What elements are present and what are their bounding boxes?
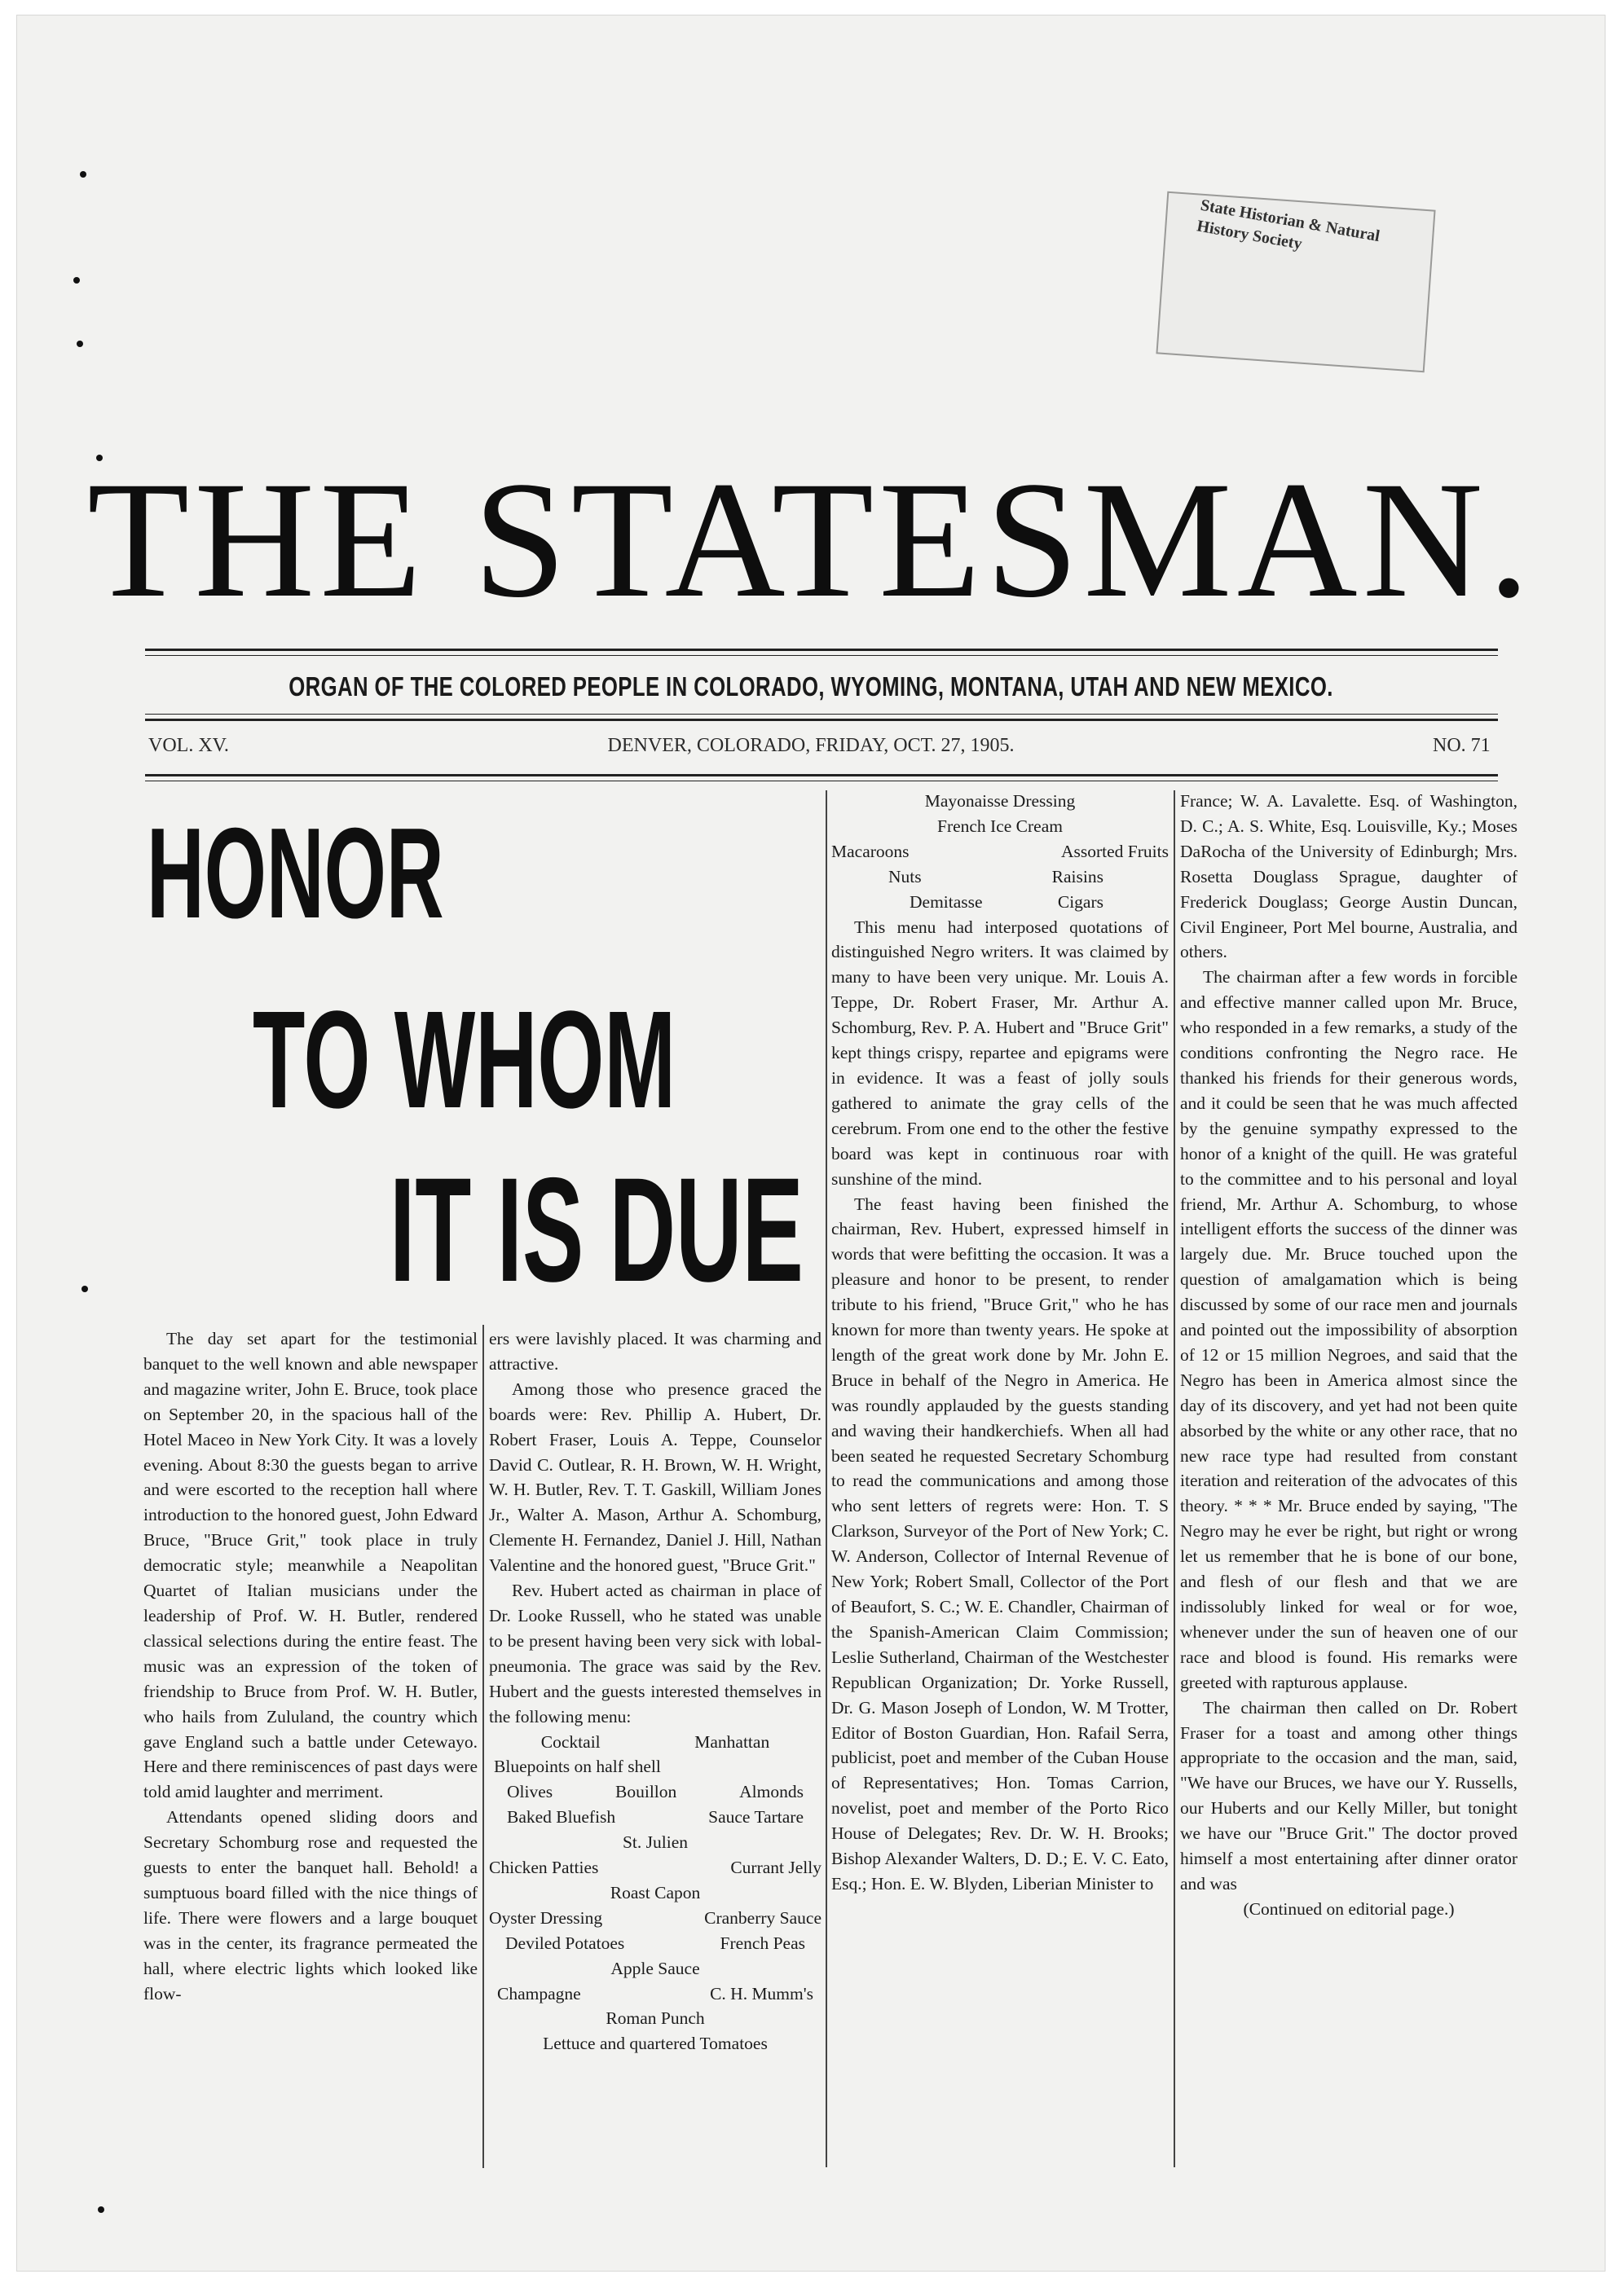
continued-note: (Continued on editorial page.) [1243, 1898, 1455, 1919]
column-divider-3 [1174, 790, 1175, 2167]
column-divider-2 [826, 790, 827, 2167]
issue-number: NO. 71 [1433, 735, 1491, 756]
article-column-1 [143, 1326, 478, 2006]
menu-item: Olives [507, 1782, 553, 1802]
menu-item: Assorted Fruits [1061, 841, 1169, 861]
menu-item: Roast Capon [610, 1882, 701, 1902]
dateline-rule [145, 774, 1498, 776]
article-column-2 [489, 1326, 822, 2056]
menu-item: French Peas [720, 1933, 805, 1953]
article-paragraph: The chairman then called on Dr. Robert Fraser for a toast and among other things appropriate to the occasion and the man, said, "We have our Bruces, we have our Y. Russells, our Huberts and our Kelly Miller, but tonight we have our "Bruce Grit." The doctor proved himself a most entertaining after dinner orator and was [1180, 1697, 1517, 1894]
menu-item: Cocktail [540, 1731, 601, 1752]
menu-item: Manhattan [694, 1731, 770, 1752]
subtitle-rule [145, 719, 1498, 721]
menu-row [489, 1779, 822, 1805]
margin-speck [81, 1286, 88, 1292]
article-paragraph: ers were lavishly placed. It was charming and attractive. [489, 1329, 822, 1374]
issue-date: DENVER, COLORADO, FRIDAY, OCT. 27, 1905. [607, 735, 1015, 756]
menu-item: Sauce Tartare [708, 1807, 804, 1828]
menu-row [489, 1805, 822, 1830]
menu-item: Oyster Dressing [489, 1907, 603, 1928]
menu-item: Macaroons [831, 841, 910, 861]
article-paragraph: France; W. A. Lavalette. Esq. of Washington, D. C.; A. S. White, Esq. Louisville, Ky.; Moses DaRocha of the University of Edinburgh; Mrs. Rosetta Douglass Sprague, daughter of Frederick Douglass; George Austin Duncan, Civil Engineer, Port Mel bourne, Australia, and others. [1180, 791, 1517, 962]
margin-speck [80, 171, 86, 178]
menu-item: Bouillon [615, 1782, 677, 1802]
menu-item: Champagne [497, 1983, 581, 2004]
menu-row [831, 839, 1169, 864]
menu-item: C. H. Mumm's [710, 1983, 813, 2004]
masthead-title: THE STATESMAN. [87, 447, 1535, 632]
menu-row [831, 890, 1169, 915]
menu-row [489, 1931, 822, 1956]
margin-speck [77, 341, 83, 347]
article-paragraph: The feast having been finished the chairman, Rev. Hubert, expressed himself in words that were befitting the occasion. It was a pleasure and honor to be present, to render tribute to his friend, "Bruce Grit," who he has known for more than twenty years. He spoke at length of the great work done by Mr. John E. Bruce in behalf of the Negro in America. He was roundly applauded by the guests standing and waving their handkerchiefs. When all had been seated he requested Secretary Schomburg to read the communications and among those who sent letters of regrets were: Hon. T. S Clarkson, Surveyor of the Port of New York; C. W. Anderson, Collector of Internal Revenue of New York; Robert Small, Collector of the Port of Beaufort, S. C.; W. E. Chandler, Chairman of the Spanish-American Claim Commission; Leslie Sutherland, Chairman of the Westchester Republican Organization; Dr. Yorke Russell, Dr. G. Mason Joseph of London, W. M Trotter, Editor of Boston Guardian, Hon. Rafail Serra, publicist, poet and member of the Cuban House of Representatives; Hon. Tomas Carrion, novelist, poet and member of the Porto Rico House of Delegates; Rev. Dr. W. H. Brooks; Bishop Alexander Walters, D. D.; E. V. C. Eato, Esq.; Hon. E. W. Blyden, Liberian Minister to [831, 1194, 1169, 1894]
column-divider-1 [482, 1325, 484, 2168]
menu-item: Cranberry Sauce [704, 1907, 822, 1928]
subtitle-rule-thin [145, 714, 1498, 715]
menu-row [489, 1855, 822, 1880]
volume-number: VOL. XV. [148, 735, 229, 756]
article-paragraph: Among those who presence graced the boards were: Rev. Phillip A. Hubert, Dr. Robert Fraser, Louis A. Teppe, Counselor David C. Outlear, R. H. Brown, W. H. Wright, W. H. Butler, Rev. T. T. Gaskill, William Jones Jr., Walter A. Mason, Arthur A. Schomburg, Clemente H. Fernandez, Daniel J. Hill, Nathan Valentine and the honored guest, "Bruce Grit." [489, 1379, 822, 1576]
menu-item: Lettuce and quartered Tomatoes [543, 2034, 768, 2054]
headline-line-3: IT IS DUE [390, 1146, 804, 1313]
masthead-rule-thin [145, 655, 1498, 656]
menu-item: Almonds [739, 1782, 804, 1802]
newspaper-subtitle: ORGAN OF THE COLORED PEOPLE IN COLORADO, WYOMING, MONTANA, UTAH AND NEW MEXICO. [289, 671, 1333, 702]
menu-item: Raisins [1051, 866, 1103, 886]
stamp-text: State Historian & Natural History Society [1195, 196, 1381, 253]
article-paragraph: The day set apart for the testimonial banquet to the well known and able newspaper and magazine writer, John E. Bruce, took place on September 20, in the spacious hall of the Hotel Maceo in New York City. It was a lovely evening. About 8:30 the guests began to arrive and were escorted to the reception hall where introduction to the honored guest, John Edward Bruce, "Bruce Grit," took place in truly democratic style; meanwhile a Neapolitan Quartet of Italian musicians under the leadership of Prof. W. H. Butler, rendered classical selections during the entire feast. The music was an expression of the token of friendship to Bruce from Prof. W. H. Butler, who hails from Zululand, the country which gave England such a battle under Cetewayo. Here and there reminiscences of past days were told amid laughter and merriment. [143, 1329, 478, 1802]
menu-item: Roman Punch [606, 2008, 705, 2029]
menu-item: Apple Sauce [610, 1958, 700, 1978]
menu-item: French Ice Cream [936, 816, 1063, 836]
newspaper-page [16, 15, 1606, 2272]
margin-speck [98, 2206, 104, 2213]
headline-line-1: HONOR [147, 802, 444, 945]
menu-item: Demitasse [910, 891, 983, 912]
article-paragraph: The chairman after a few words in forcible and effective manner called upon Mr. Bruce, who responded in a few remarks, a study of the conditions confronting the Negro race. He thanked his friends for their generous words, and it could be seen that he was much affected by the genuine sympathy expressed to the honor of a knight of the quill. He was grateful to the committee and to his personal and loyal friend, Mr. Arthur A. Schomburg, to whose intelligent efforts the success of the dinner was largely due. Mr. Bruce touched upon the question of amalgamation which is being discussed by some of our race men and journals and pointed out the impossibility of absorption of 12 or 15 million Negroes, and said that the Negro has been in America almost since the day of its discovery, and yet had not been quite absorbed by the white or any other race, that no new race type had resulted from constant iteration and reiteration of the advocates of this theory. * * * Mr. Bruce ended by saying, "The Negro may he ever be right, but right or wrong let us remember that he is bone of our bone, and flesh of our flesh and that we are indissolubly linked for weal or for woe, whenever under the sun of heaven one of our race and blood is found. His remarks were greeted with rapturous applause. [1180, 967, 1517, 1692]
article-column-4 [1180, 789, 1517, 1922]
headline-line-2: TO WHOM [253, 983, 676, 1137]
article-column-3 [831, 789, 1169, 1897]
menu-item: Cigars [1057, 891, 1103, 912]
menu-item: Baked Bluefish [507, 1807, 616, 1828]
menu-item: Currant Jelly [730, 1858, 822, 1878]
masthead-rule-top [145, 649, 1498, 651]
menu-item: Nuts [888, 866, 922, 886]
menu-item: St. Julien [622, 1832, 689, 1853]
menu-row [489, 1730, 822, 1755]
menu-item: Chicken Patties [489, 1858, 599, 1878]
article-paragraph: This menu had interposed quotations of distinguished Negro writers. It was claimed by many to have been very unique. Mr. Louis A. Teppe, Dr. Robert Fraser, Mr. Arthur A. Schomburg, Rev. P. A. Hubert and "Bruce Grit" kept things crispy, repartee and epigrams were in evidence. It was a feast of jolly souls gathered to animate the gray cells of the cerebrum. From one end to the other the festive board was kept in continuous roar with sunshine of the mind. [831, 917, 1169, 1189]
menu-row [831, 864, 1169, 890]
menu-row [489, 1906, 822, 1931]
margin-speck [73, 277, 80, 284]
menu-row [489, 1754, 822, 1779]
article-paragraph: Attendants opened sliding doors and Secretary Schomburg rose and requested the guests to enter the banquet hall. Behold! a sumptuous board filled with the nice things of life. There were flowers and a large bouquet was in the center, its fragrance permeated the hall, where electric lights which looked like flow- [143, 1807, 478, 2004]
library-stamp [1156, 191, 1435, 373]
menu-item: Mayonaisse Dressing [924, 791, 1076, 811]
article-paragraph: Rev. Hubert acted as chairman in place of Dr. Looke Russell, who he stated was unable to be present having been very sick with lobal-pneumonia. The grace was said by the Rev. Hubert and the guests interested themselves in the following menu: [489, 1581, 822, 1726]
menu-item: Bluepoints on half shell [494, 1757, 661, 1777]
menu-row [489, 1982, 822, 2007]
menu-item: Deviled Potatoes [505, 1933, 625, 1953]
